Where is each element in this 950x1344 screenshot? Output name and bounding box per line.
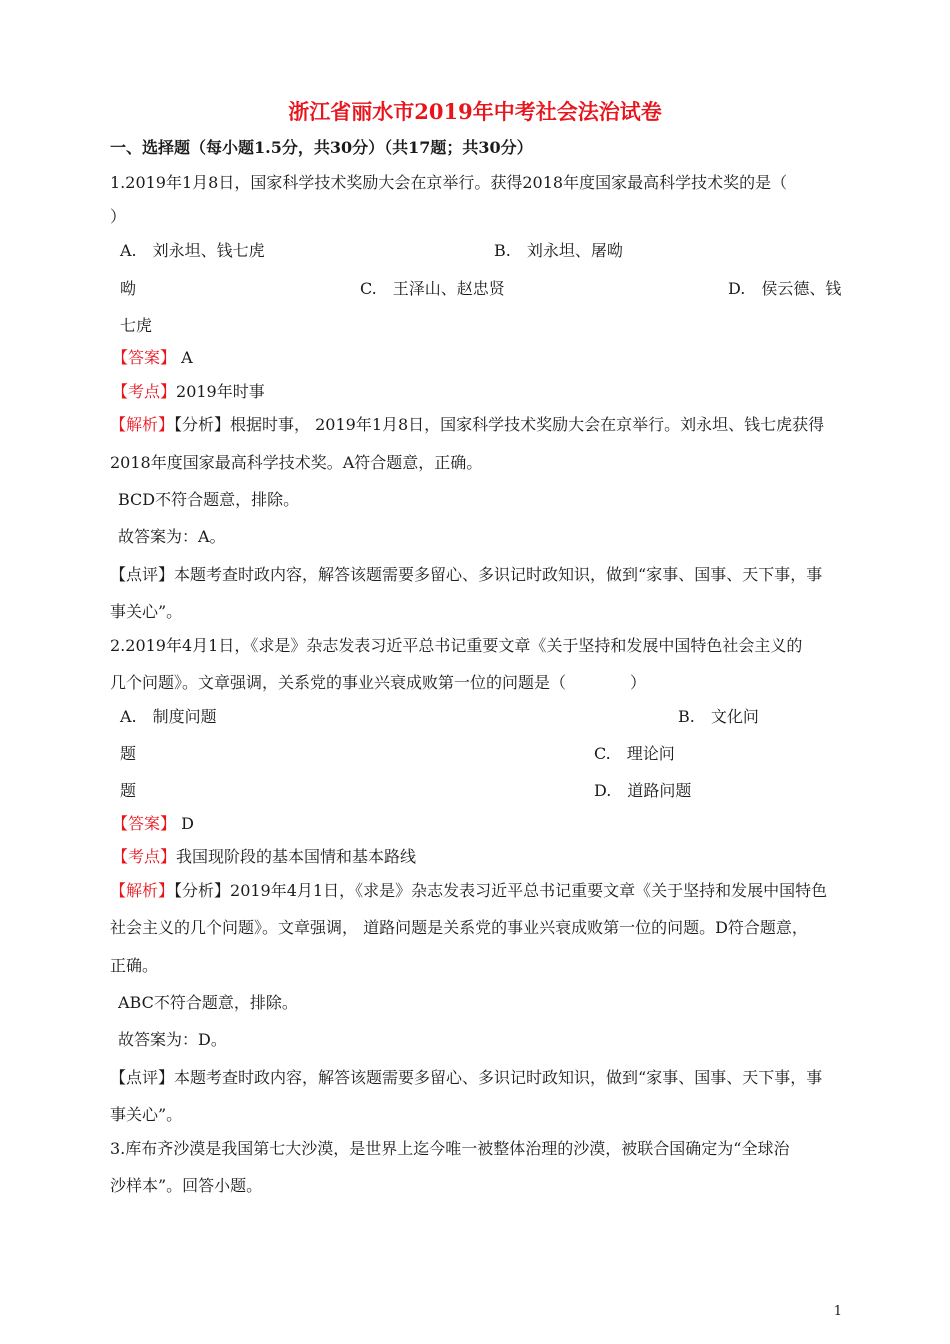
q2-option-d: D. 道路问题 [594,781,692,800]
q2-option-c: C. 理论问 [594,744,675,763]
q2-comment-line2: 事关心”。 [110,1105,183,1124]
section-heading: 一、选择题（每小题1.5分，共30分）（共17题；共30分） [110,138,533,157]
comment-tag: 【点评】 [110,565,175,584]
q1-stem-line2: ） [110,207,127,226]
q1-stem-line1: 1.2019年1月8日，国家科学技术奖励大会在京举行。获得2018年度国家最高科学技术奖的是（ [110,173,788,192]
q1-analysis-line2: 2018年度国家最高科学技术奖。A符合题意，正确。 [110,453,483,472]
point-value: 我国现阶段的基本国情和基本路线 [176,847,417,866]
analysis-tag: 【解析】 [110,881,175,900]
q1-comment-line1 [110,565,822,585]
q2-analysis-line1 [110,881,827,901]
point-value: 2019年时事 [176,382,265,401]
q1-option-c: C. 王泽山、赵忠贤 [360,279,505,298]
q2-point [112,847,416,867]
q2-option-a: A. 制度问题 [120,707,217,726]
answer-tag: 【答案】 [112,814,177,833]
q2-option-b: B. 文化问 [678,707,759,726]
comment-text: 本题考查时政内容，解答该题需要多留心、多识记时政知识，做到“家事、国事、天下事，事 [174,565,823,584]
q2-answer [112,814,194,834]
q1-option-a: A. 刘永坦、钱七虎 [120,241,265,260]
q1-option-d-cont: 七虎 [120,316,153,335]
answer-value: D [181,814,194,833]
q2-analysis-line5: 故答案为：D。 [118,1030,227,1049]
q2-option-b-cont: 题 [120,744,137,763]
answer-tag: 【答案】 [112,348,177,367]
q1-answer [112,348,193,368]
analysis-text: 【分析】2019年4月1日，《求是》杂志发表习近平总书记重要文章《关于坚持和发展中国特色 [174,881,828,900]
q1-comment-line2: 事关心”。 [110,602,183,621]
comment-text: 本题考查时政内容，解答该题需要多留心、多识记时政知识，做到“家事、国事、天下事，事 [174,1068,823,1087]
page-number: 1 [833,1304,842,1319]
answer-value: A [181,348,193,367]
point-tag: 【考点】 [112,847,177,866]
q2-option-c-cont: 题 [120,781,137,800]
analysis-tag: 【解析】 [110,415,175,434]
q2-stem-line2: 几个问题》。文章强调，关系党的事业兴衰成败第一位的问题是（ ） [110,673,647,692]
q2-analysis-line3: 正确。 [110,956,159,975]
q3-stem-line2: 沙样本”。回答小题。 [110,1176,263,1195]
q1-analysis-line4: 故答案为：A。 [118,527,226,546]
q1-point [112,382,265,402]
q1-option-d: D. 侯云德、钱 [728,279,842,298]
analysis-text: 【分析】根据时事， 2019年1月8日，国家科学技术奖励大会在京举行。刘永坦、钱七虎获得 [174,415,825,434]
q2-comment-line1 [110,1068,822,1088]
page-title: 浙江省丽水市2019年中考社会法治试卷 [288,99,662,124]
q1-option-b-cont: 呦 [120,279,137,298]
q2-stem-line1: 2.2019年4月1日，《求是》杂志发表习近平总书记重要文章《关于坚持和发展中国特色社会主义的 [110,636,803,655]
q2-analysis-line4: ABC不符合题意，排除。 [118,993,298,1012]
q3-stem-line1: 3.库布齐沙漠是我国第七大沙漠，是世界上迄今唯一被整体治理的沙漠，被联合国确定为“全球治 [110,1139,790,1158]
comment-tag: 【点评】 [110,1068,175,1087]
q2-analysis-line2: 社会主义的几个问题》。文章强调， 道路问题是关系党的事业兴衰成败第一位的问题。D符合题意， [110,918,808,937]
q1-option-b: B. 刘永坦、屠呦 [494,241,623,260]
q1-analysis-line3: BCD不符合题意，排除。 [118,490,300,509]
point-tag: 【考点】 [112,382,177,401]
q1-analysis-line1 [110,415,824,435]
